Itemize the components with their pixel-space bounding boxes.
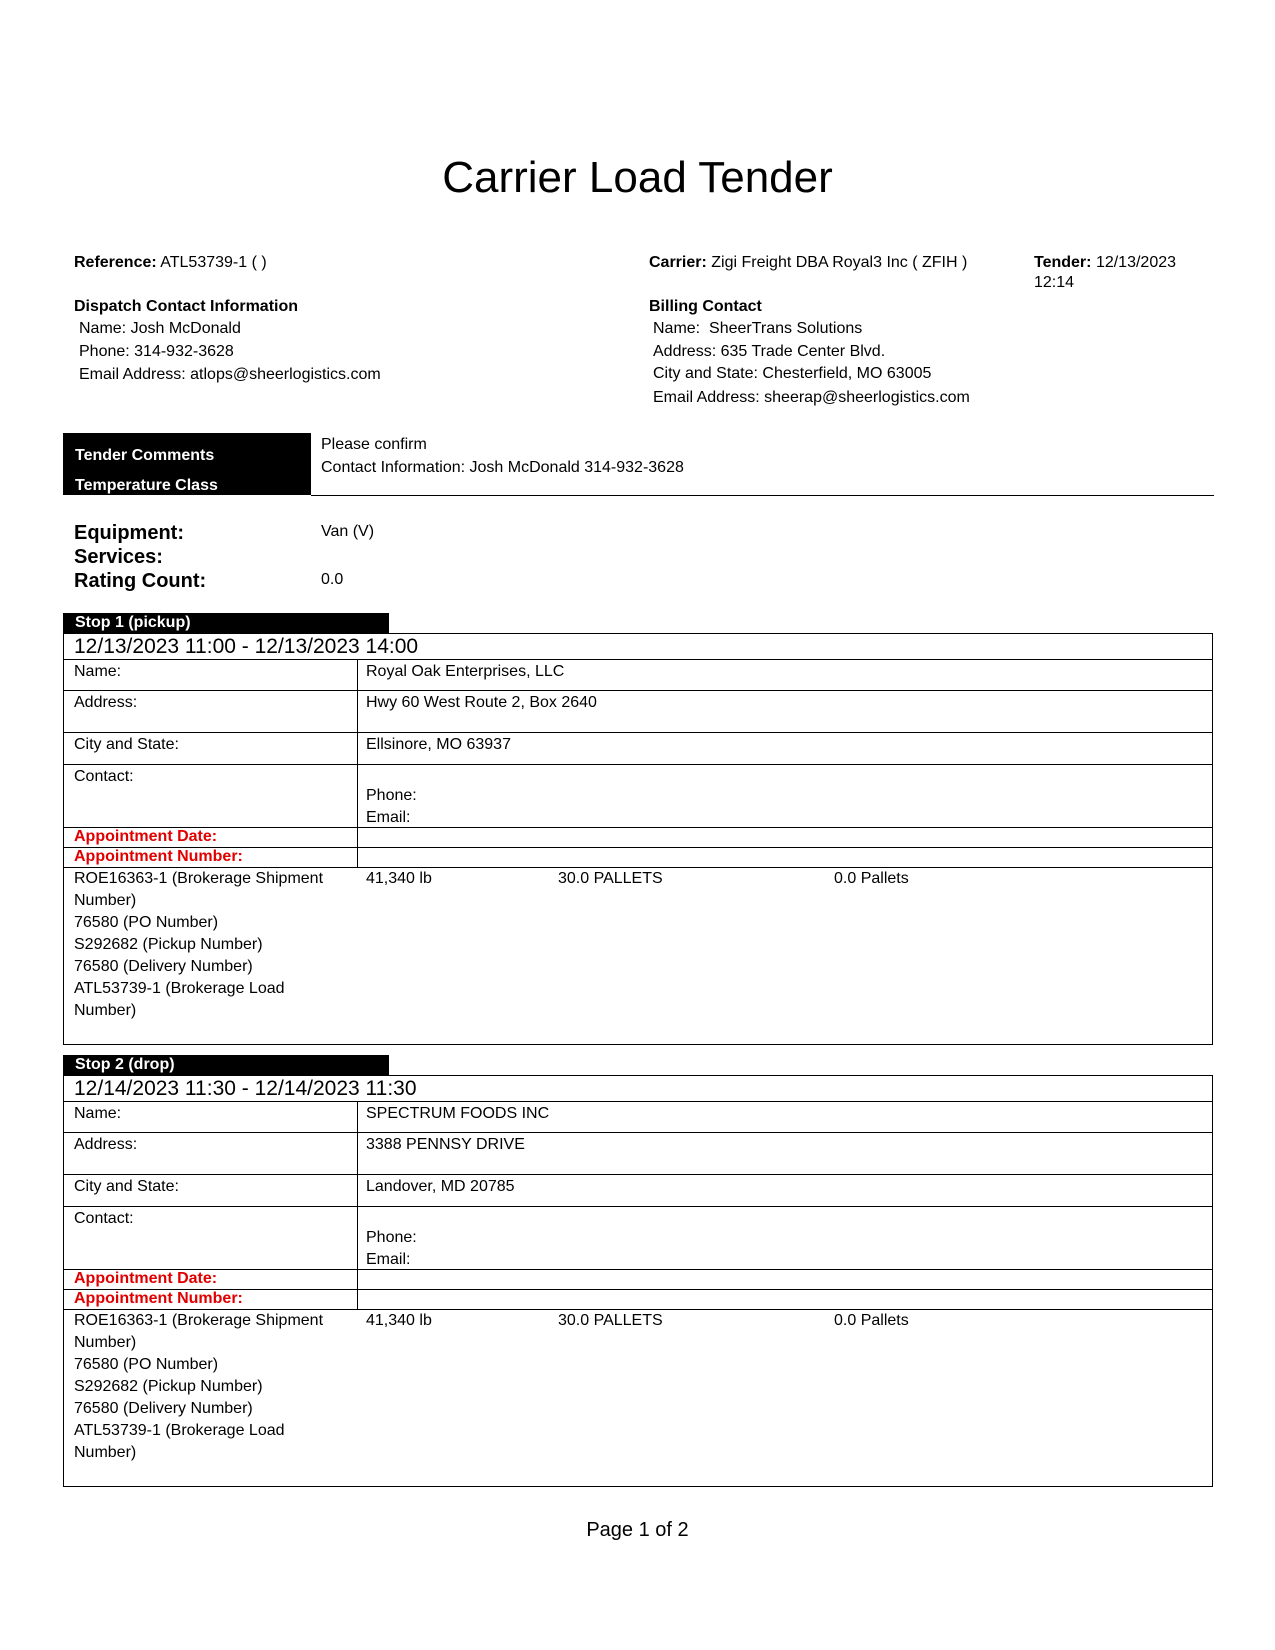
reference-list xyxy=(74,868,323,1022)
billing-city-value: Chesterfield, MO 63005 xyxy=(762,365,932,382)
billing-address xyxy=(653,342,885,362)
stop-address: Hwy 60 West Route 2, Box 2640 xyxy=(366,694,597,711)
dispatch-email: Email Address: atlops@sheerlogistics.com xyxy=(79,366,381,383)
address-label: Address: xyxy=(74,1136,138,1153)
equipment-value: Van (V) xyxy=(321,523,375,540)
reference-line: Number) xyxy=(74,1444,137,1461)
column-divider xyxy=(357,1101,358,1309)
address-label: Address: xyxy=(74,694,138,711)
temperature-class-label: Temperature Class xyxy=(75,477,218,494)
name-label: Name: xyxy=(74,663,122,680)
carrier xyxy=(649,253,967,273)
tender-time: 12:14 xyxy=(1034,274,1075,291)
pallet-count: 30.0 PALLETS xyxy=(558,1312,663,1329)
billing-email: Email Address: sheerap@sheerlogistics.com xyxy=(653,389,970,406)
contact-label: Contact: xyxy=(74,1210,134,1227)
row-divider xyxy=(64,690,1212,691)
row-divider xyxy=(64,1132,1212,1133)
row-divider xyxy=(64,659,1212,660)
reference-list xyxy=(74,1310,323,1464)
email-label: Email: xyxy=(366,1251,411,1268)
name-label: Name: xyxy=(74,1105,122,1122)
comments-divider xyxy=(311,495,1214,496)
dispatch-phone: Phone: 314-932-3628 xyxy=(79,343,234,360)
pallet-count-secondary: 0.0 Pallets xyxy=(834,1312,909,1329)
billing-city xyxy=(653,364,931,384)
rating-count-value: 0.0 xyxy=(321,571,344,588)
reference xyxy=(74,253,267,273)
stop-city: Landover, MD 20785 xyxy=(366,1178,515,1195)
row-divider xyxy=(64,1174,1212,1175)
contact-label: Contact: xyxy=(74,768,134,785)
stop-address: 3388 PENNSY DRIVE xyxy=(366,1136,525,1153)
stop-header-label: Stop 2 (drop) xyxy=(75,1056,175,1073)
row-divider xyxy=(64,764,1212,765)
reference-line: 76580 (Delivery Number) xyxy=(74,958,253,975)
comments-line2: Contact Information: Josh McDonald 314-932-3628 xyxy=(321,459,684,476)
stop-header-label: Stop 1 (pickup) xyxy=(75,614,191,631)
stop-window: 12/14/2023 11:30 - 12/14/2023 11:30 xyxy=(74,1077,417,1100)
comments-line1: Please confirm xyxy=(321,436,427,453)
email-label: Email: xyxy=(366,809,411,826)
stop-name: Royal Oak Enterprises, LLC xyxy=(366,663,565,680)
appointment-date-label: Appointment Date: xyxy=(74,828,218,845)
city-label: City and State: xyxy=(74,736,179,753)
pallet-count-secondary: 0.0 Pallets xyxy=(834,870,909,887)
reference-line: ROE16363-1 (Brokerage Shipment xyxy=(74,870,324,887)
stop-header xyxy=(63,613,389,633)
stop-table xyxy=(63,633,1213,1045)
tender xyxy=(1034,253,1234,293)
billing-name-value: SheerTrans Solutions xyxy=(709,320,863,337)
reference-line: ATL53739-1 (Brokerage Load xyxy=(74,1422,285,1439)
reference-line: Number) xyxy=(74,892,137,909)
comments-label-panel xyxy=(63,433,311,495)
billing-heading: Billing Contact xyxy=(649,298,762,315)
equipment-label: Equipment: xyxy=(74,522,184,544)
billing-address-label: Address: xyxy=(653,343,717,360)
billing-name-label: Name: xyxy=(653,320,701,337)
dispatch-name: Name: Josh McDonald xyxy=(79,320,241,337)
reference-line: 76580 (PO Number) xyxy=(74,1356,219,1373)
appointment-date-label: Appointment Date: xyxy=(74,1270,218,1287)
stop-city: Ellsinore, MO 63937 xyxy=(366,736,511,753)
billing-address-value: 635 Trade Center Blvd. xyxy=(720,343,886,360)
carrier-value: Zigi Freight DBA Royal3 Inc ( ZFIH ) xyxy=(711,254,968,271)
page-title: Carrier Load Tender xyxy=(442,153,833,202)
tender-date: 12/13/2023 xyxy=(1095,254,1177,271)
stop-name: SPECTRUM FOODS INC xyxy=(366,1105,550,1122)
weight: 41,340 lb xyxy=(366,870,432,887)
services-label: Services: xyxy=(74,546,163,568)
tender-label: Tender: xyxy=(1034,254,1092,271)
reference-line: Number) xyxy=(74,1334,137,1351)
billing-name xyxy=(653,319,862,339)
row-divider xyxy=(64,1101,1212,1102)
reference-line: 76580 (PO Number) xyxy=(74,914,219,931)
carrier-label: Carrier: xyxy=(649,254,707,271)
reference-value: ATL53739-1 ( ) xyxy=(160,254,267,271)
billing-city-label: City and State: xyxy=(653,365,758,382)
reference-line: S292682 (Pickup Number) xyxy=(74,936,263,953)
rating-count-label: Rating Count: xyxy=(74,570,207,592)
stop-table xyxy=(63,1075,1213,1487)
tender-comments-label: Tender Comments xyxy=(75,447,215,464)
row-divider xyxy=(64,1206,1212,1207)
phone-label: Phone: xyxy=(366,1229,417,1246)
appointment-number-label: Appointment Number: xyxy=(74,1290,243,1307)
reference-line: S292682 (Pickup Number) xyxy=(74,1378,263,1395)
reference-line: ATL53739-1 (Brokerage Load xyxy=(74,980,285,997)
reference-line: ROE16363-1 (Brokerage Shipment xyxy=(74,1312,324,1329)
reference-label: Reference: xyxy=(74,254,157,271)
dispatch-heading: Dispatch Contact Information xyxy=(74,298,299,315)
column-divider xyxy=(357,659,358,867)
appointment-number-label: Appointment Number: xyxy=(74,848,243,865)
row-divider xyxy=(64,827,1212,828)
row-divider xyxy=(64,1269,1212,1270)
reference-line: Number) xyxy=(74,1002,137,1019)
phone-label: Phone: xyxy=(366,787,417,804)
page-number: Page 1 of 2 xyxy=(586,1519,689,1541)
reference-line: 76580 (Delivery Number) xyxy=(74,1400,253,1417)
row-divider xyxy=(64,732,1212,733)
city-label: City and State: xyxy=(74,1178,179,1195)
weight: 41,340 lb xyxy=(366,1312,432,1329)
stop-header xyxy=(63,1055,389,1075)
stop-window: 12/13/2023 11:00 - 12/13/2023 14:00 xyxy=(74,635,419,658)
pallet-count: 30.0 PALLETS xyxy=(558,870,663,887)
